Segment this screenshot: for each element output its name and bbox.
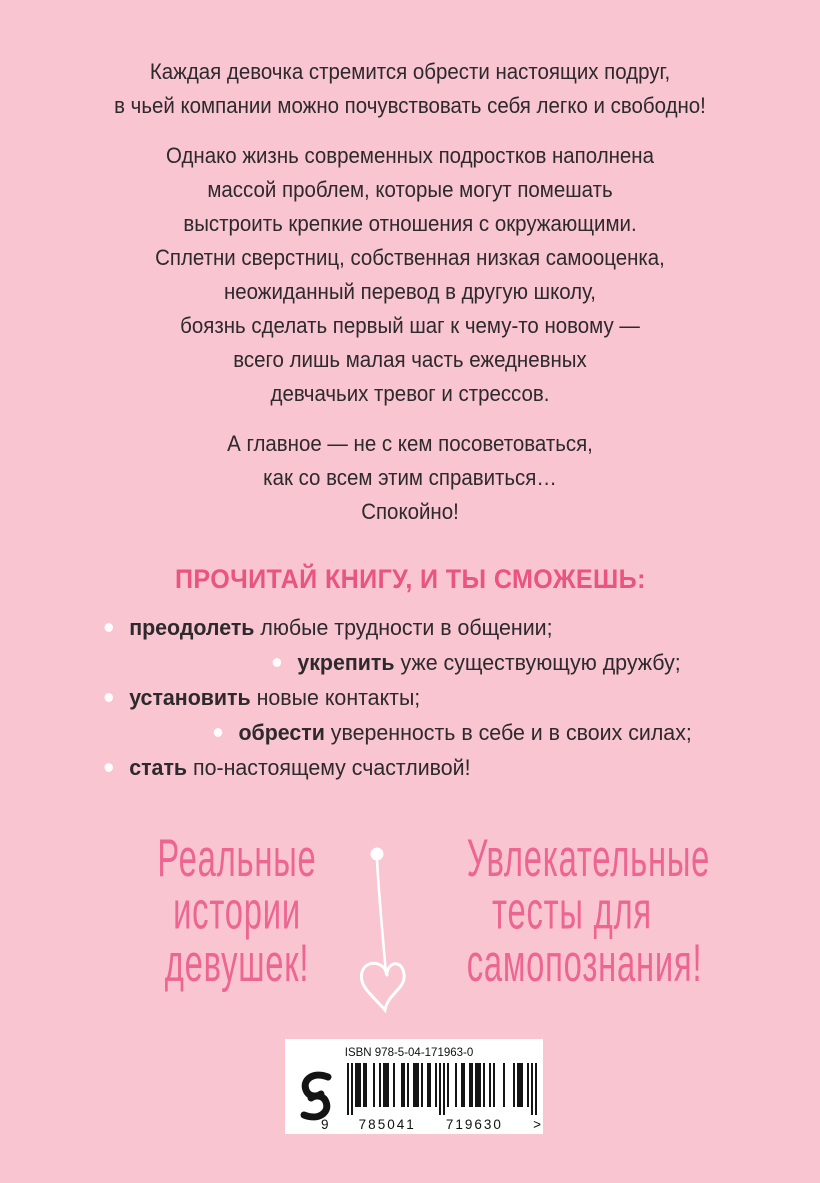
blurb-line: девчачьих тревог и стрессов.	[270, 381, 550, 406]
barcode-digit-group: 785041	[358, 1117, 416, 1132]
list-item-keyword: обрести	[238, 720, 325, 745]
blurb-line: неожиданный перевод в другую школу,	[223, 279, 597, 304]
list-item-keyword: установить	[129, 685, 251, 710]
blurb	[29, 55, 792, 545]
list-item	[0, 680, 779, 715]
bullet-dot-icon	[214, 728, 223, 737]
blurb-line: А главное — не с кем посоветоваться,	[227, 431, 593, 456]
heart-arrow-doodle-icon	[340, 838, 430, 1023]
barcode-digit-lead: 9	[321, 1117, 329, 1132]
list-item-keyword: преодолеть	[129, 615, 255, 640]
blurb-line: всего лишь малая часть ежедневных	[233, 347, 587, 372]
blurb-line: Однако жизнь современных подростков наполнена	[165, 143, 654, 168]
barcode-suffix: >	[533, 1117, 541, 1132]
list-item	[0, 750, 779, 785]
bullet-dot-icon	[105, 623, 114, 632]
bullet-dot-icon	[273, 658, 282, 667]
callout-line: самопознания!	[466, 933, 703, 992]
barcode-bars	[347, 1063, 537, 1115]
list-item-keyword: укрепить	[297, 650, 395, 675]
blurb-line: Каждая девочка стремится обрести настоящих подруг,	[149, 59, 671, 84]
blurb-line: массой проблем, которые могут помешать	[207, 177, 613, 202]
callout-line: Увлекательные	[466, 828, 711, 887]
list-item	[0, 645, 779, 680]
barcode-digit-group: 719630	[445, 1117, 503, 1132]
blurb-line: боязнь сделать первый шаг к чему-то новому —	[180, 313, 640, 338]
list-item	[0, 610, 779, 645]
callout-line: истории	[173, 880, 301, 940]
list-item	[0, 715, 779, 750]
callout-quizzes	[466, 828, 711, 992]
list-item-text: по-настоящему счастливой!	[187, 755, 471, 780]
callout-real-stories	[140, 828, 335, 992]
list-item-text: уверенность в себе и в своих силах;	[324, 720, 692, 745]
bullet-dot-icon	[105, 693, 114, 702]
blurb-line: как со всем этим справиться…	[263, 465, 557, 490]
blurb-line: выстроить крепкие отношения с окружающими.	[183, 211, 637, 236]
callout-line: Реальные	[157, 828, 317, 887]
list-item-keyword: стать	[129, 755, 188, 780]
publisher-logo-icon	[298, 1071, 334, 1121]
cta-list	[0, 610, 820, 785]
paragraph-resolution	[29, 427, 792, 529]
list-item-text: новые контакты;	[250, 685, 421, 710]
barcode-digits	[321, 1117, 541, 1132]
callout-line: тесты для	[492, 880, 652, 940]
list-item-text: любые трудности в общении;	[254, 615, 553, 640]
barcode-block	[285, 1039, 543, 1134]
bullet-dot-icon	[105, 763, 114, 772]
blurb-line: в чьей компании можно почувствовать себя легко и свободно!	[114, 93, 706, 118]
isbn-label: ISBN 978-5-04-171963-0	[344, 1047, 474, 1059]
blurb-line: Сплетни сверстниц, собственная низкая самооценка,	[155, 245, 665, 270]
blurb-line: Спокойно!	[361, 499, 459, 524]
paragraph-intro	[29, 55, 792, 123]
paragraph-problems	[29, 139, 792, 411]
cta-heading: ПРОЧИТАЙ КНИГУ, И ТЫ СМОЖЕШЬ:	[175, 564, 646, 594]
list-item-text: уже существующую дружбу;	[394, 650, 681, 675]
callout-line: девушек!	[164, 933, 310, 992]
